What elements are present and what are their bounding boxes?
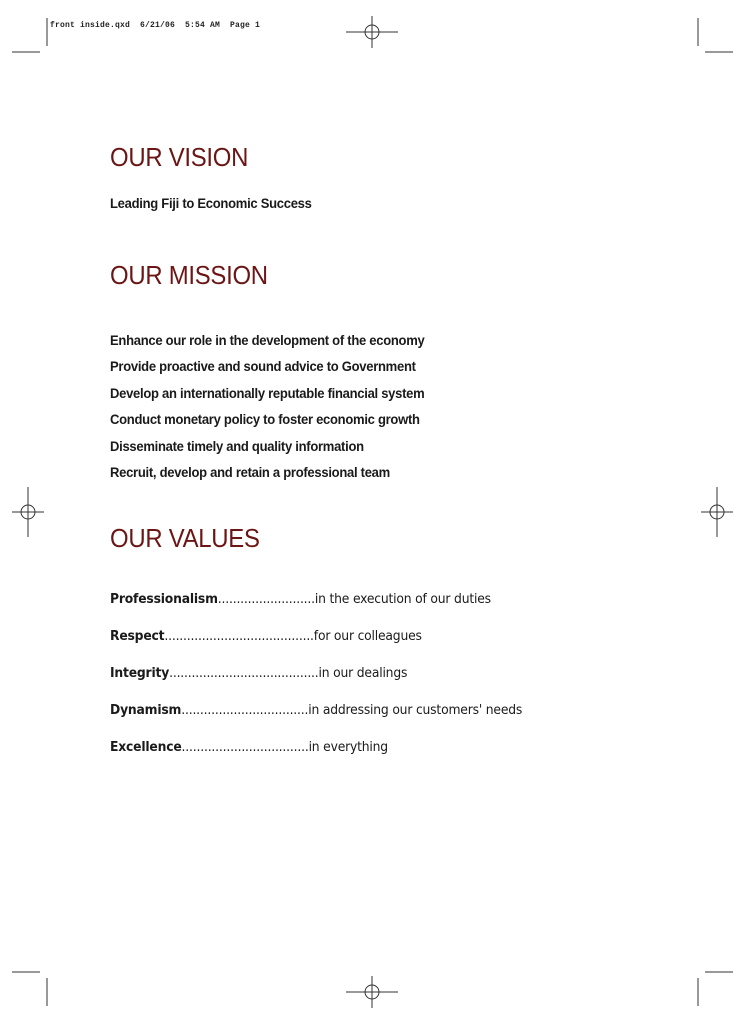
value-leader-dots: ..........................	[217, 592, 315, 607]
value-leader-dots: ..................................	[181, 703, 309, 718]
value-name-rest: ynamism	[120, 703, 182, 718]
value-name	[110, 592, 218, 607]
registration-mark-left-icon	[12, 487, 44, 537]
value-initial: R	[110, 629, 120, 644]
value-item	[110, 738, 522, 775]
value-name-rest: xcellence	[118, 740, 182, 755]
value-leader-dots: ..................................	[181, 740, 309, 755]
value-item	[110, 590, 522, 627]
mission-heading: OUR MISSION	[110, 260, 268, 290]
value-description: in the execution of our duties	[314, 592, 491, 607]
value-name	[110, 666, 169, 681]
value-description: in our dealings	[318, 666, 408, 681]
mission-item: Disseminate timely and quality information	[110, 437, 364, 454]
value-name	[110, 740, 182, 755]
mission-item: Enhance our role in the development of the economy	[110, 332, 425, 348]
value-initial: I	[110, 666, 115, 681]
value-description: for our colleagues	[313, 629, 422, 644]
value-description: in everything	[308, 740, 388, 755]
value-name-rest: rofessionalism	[118, 592, 218, 607]
value-name	[110, 703, 181, 718]
mission-list	[110, 331, 448, 489]
mission-item: Conduct monetary policy to foster economic growth	[110, 411, 420, 428]
value-item	[110, 627, 522, 664]
value-name-rest: ntegrity	[114, 666, 170, 681]
value-item	[110, 664, 522, 701]
mission-item: Develop an internationally reputable financial system	[110, 384, 425, 401]
print-slug-line: front inside.qxd 6/21/06 5:54 AM Page 1	[50, 21, 261, 30]
registration-mark-top-icon	[346, 16, 398, 48]
value-description: in addressing our customers' needs	[308, 703, 523, 718]
registration-mark-right-icon	[701, 487, 733, 537]
value-leader-dots: ........................................	[169, 666, 319, 681]
mission-item: Provide proactive and sound advice to Government	[110, 358, 416, 375]
value-initial: D	[110, 703, 121, 718]
value-initial: E	[110, 740, 119, 755]
values-list	[110, 590, 544, 775]
value-name	[110, 629, 164, 644]
value-name-rest: espect	[119, 629, 165, 644]
vision-statement: Leading Fiji to Economic Success	[110, 195, 312, 211]
value-initial: P	[110, 592, 119, 607]
registration-mark-bottom-icon	[346, 976, 398, 1008]
values-heading: OUR VALUES	[110, 523, 260, 553]
vision-heading: OUR VISION	[110, 142, 249, 172]
value-leader-dots: ........................................	[164, 629, 314, 644]
mission-item: Recruit, develop and retain a professional team	[110, 463, 390, 480]
value-item	[110, 701, 522, 738]
